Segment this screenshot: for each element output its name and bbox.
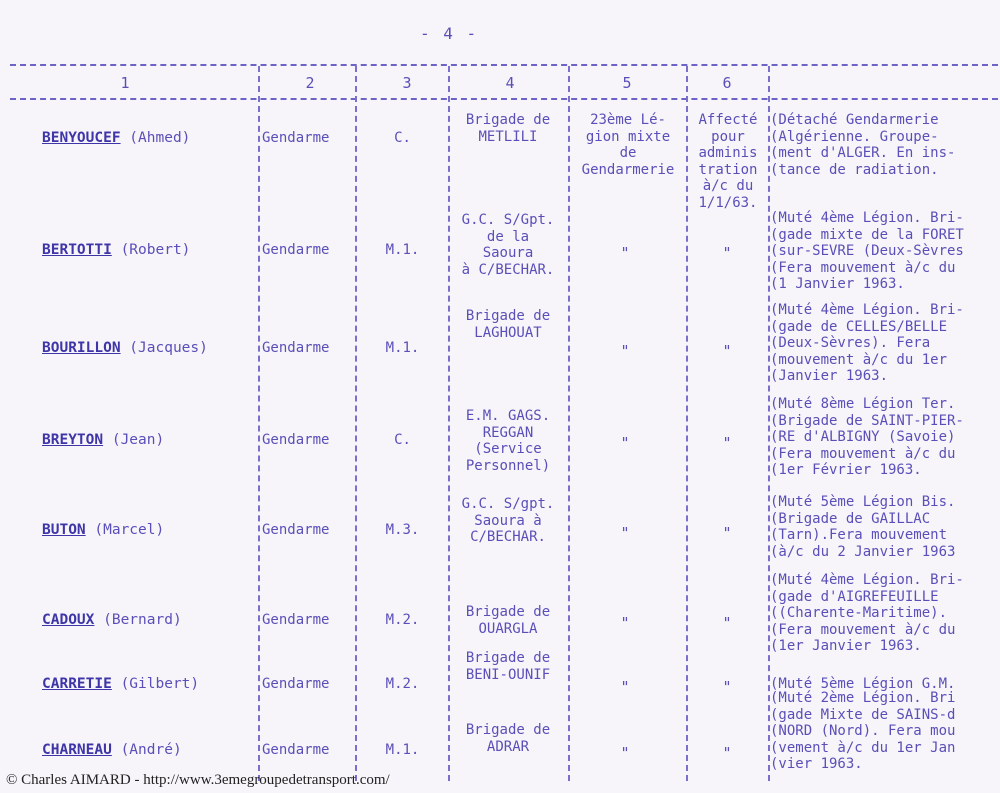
person-name: [42, 130, 190, 147]
person-name: [42, 612, 182, 629]
unit-cell: E.M. GAGS. REGGAN (Service Personnel): [465, 408, 551, 474]
grade-cell: Gendarme: [262, 242, 330, 258]
person-name: [42, 742, 182, 759]
ditto-mark: ": [620, 524, 630, 542]
page-number: - 4 -: [420, 24, 479, 43]
person-surname: CHARNEAU: [42, 742, 112, 758]
legion-cell: 23ème Lé- gion mixte de Gendarmerie: [581, 112, 675, 178]
person-name: [42, 340, 208, 357]
person-given-name: (André): [111, 742, 182, 758]
affectation-cell: Affecté pour adminis tration à/c du 1/1/63.: [698, 112, 758, 211]
category-cell: M.2.: [385, 676, 420, 692]
grade-cell: Gendarme: [262, 340, 330, 356]
ditto-mark: ": [620, 434, 630, 452]
person-surname: BERTOTTI: [42, 242, 112, 258]
category-cell: M.1.: [385, 742, 420, 758]
person-given-name: (Ahmed): [120, 130, 191, 146]
ditto-mark: ": [620, 614, 630, 632]
person-surname: CARRETIE: [42, 676, 112, 692]
person-name: [42, 676, 199, 693]
person-given-name: (Marcel): [85, 522, 165, 538]
person-given-name: (Bernard): [94, 612, 182, 628]
ditto-mark: ": [722, 614, 732, 632]
grade-cell: Gendarme: [262, 130, 330, 146]
ditto-mark: ": [722, 524, 732, 542]
category-cell: M.2.: [385, 612, 420, 628]
grade-cell: Gendarme: [262, 612, 330, 628]
observation-cell: (Muté 4ème Légion. Bri- (gade de CELLES/BELLE (Deux-Sèvres). Fera (mouvement à/c du 1er (Janvier 1963.: [770, 302, 964, 384]
ditto-mark: ": [620, 342, 630, 360]
person-given-name: (Jacques): [120, 340, 208, 356]
observation-cell: (Muté 4ème Légion. Bri- (gade d'AIGREFEUILLE ((Charente-Maritime). (Fera mouvement à/c du (1er Janvier 1963.: [770, 572, 964, 654]
person-given-name: (Gilbert): [111, 676, 200, 692]
column-header-6: 6: [722, 74, 732, 92]
unit-cell: Brigade de METLILI: [465, 112, 551, 145]
grade-cell: Gendarme: [262, 676, 330, 692]
person-given-name: (Robert): [111, 242, 191, 258]
category-cell: C.: [394, 432, 411, 448]
column-header-2: 2: [305, 74, 315, 92]
unit-cell: G.C. S/Gpt. de la Saoura à C/BECHAR.: [461, 212, 555, 278]
person-surname: BREYTON: [42, 432, 104, 448]
column-header-5: 5: [622, 74, 632, 92]
ditto-mark: ": [620, 244, 630, 262]
person-name: [42, 522, 164, 539]
ditto-mark: ": [722, 434, 732, 452]
person-given-name: (Jean): [103, 432, 165, 448]
unit-cell: Brigade de BENI-OUNIF: [465, 650, 551, 683]
category-cell: M.3.: [385, 522, 420, 538]
person-surname: BOURILLON: [42, 340, 121, 356]
grade-cell: Gendarme: [262, 522, 330, 538]
person-name: [42, 432, 164, 449]
grade-cell: Gendarme: [262, 432, 330, 448]
column-header-4: 4: [505, 74, 515, 92]
ditto-mark: ": [722, 678, 732, 696]
column-divider: [355, 66, 357, 781]
observation-cell: (Muté 5ème Légion G.M.: [770, 676, 956, 692]
person-surname: BENYOUCEF: [42, 130, 121, 146]
ditto-mark: ": [722, 744, 732, 762]
copyright-footer: © Charles AIMARD - http://www.3emegroupedetransport.com/: [6, 772, 390, 788]
observation-cell: (Muté 5ème Légion Bis. (Brigade de GAILLAC (Tarn).Fera mouvement (à/c du 2 Janvier 1963: [770, 494, 956, 560]
column-header-1: 1: [120, 74, 130, 92]
header-rule-top: [10, 64, 998, 66]
observation-cell: (Détaché Gendarmerie (Algérienne. Groupe- (ment d'ALGER. En ins- (tance de radiation.: [770, 112, 956, 178]
ditto-mark: ": [620, 678, 630, 696]
unit-cell: Brigade de LAGHOUAT: [465, 308, 551, 341]
ditto-mark: ": [722, 244, 732, 262]
observation-cell: (Muté 4ème Légion. Bri- (gade mixte de la FORET (sur-SEVRE (Deux-Sèvres (Fera mouvement à/c du (1 Janvier 1963.: [770, 210, 964, 292]
unit-cell: G.C. S/gpt. Saoura à C/BECHAR.: [461, 496, 555, 545]
person-surname: BUTON: [42, 522, 86, 538]
person-name: [42, 242, 190, 259]
column-header-3: 3: [402, 74, 412, 92]
observation-cell: (Muté 8ème Légion Ter. (Brigade de SAINT-PIER- (RE d'ALBIGNY (Savoie) (Fera mouvement à/c du (1er Février 1963.: [770, 396, 964, 478]
column-divider: [258, 66, 260, 781]
header-rule-bottom: [10, 98, 998, 100]
person-surname: CADOUX: [42, 612, 95, 628]
ditto-mark: ": [620, 744, 630, 762]
ditto-mark: ": [722, 342, 732, 360]
unit-cell: Brigade de OUARGLA: [465, 604, 551, 637]
observation-cell: (Muté 2ème Légion. Bri (gade Mixte de SAINS-d (NORD (Nord). Fera mou (vement à/c du 1er Jan (vier 1963.: [770, 690, 956, 772]
category-cell: M.1.: [385, 340, 420, 356]
grade-cell: Gendarme: [262, 742, 330, 758]
category-cell: M.1.: [385, 242, 420, 258]
unit-cell: Brigade de ADRAR: [465, 722, 551, 755]
category-cell: C.: [394, 130, 411, 146]
